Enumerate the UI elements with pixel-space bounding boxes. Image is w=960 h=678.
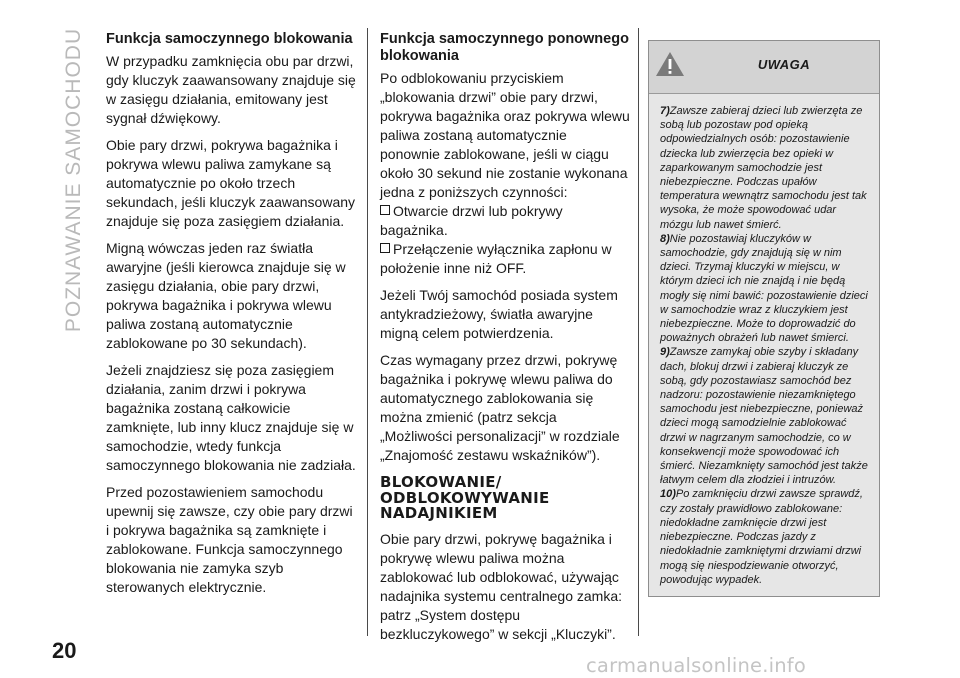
- paragraph: Jeżeli Twój samochód posiada system antykradzieżowy, światła awaryjne migną celem potwierdzenia.: [380, 287, 618, 341]
- warning-item-text: Po zamknięciu drzwi zawsze sprawdź, czy zostały prawidłowo zablokowane: niedokładne zamknięcie drzwi jest niebezpieczne. Podczas jazdy z niedokładnie zamkniętymi drzwiami drzwi mogą się niespodziewanie otworzyć, powodując wypadek.: [660, 488, 863, 586]
- warning-box: [648, 40, 880, 597]
- auto-lock-heading: Funkcja samoczynnego blokowania: [106, 31, 353, 47]
- auto-relock-heading: Funkcja samoczynnego ponownego blokowania: [380, 31, 629, 64]
- page-number: 20: [52, 638, 77, 663]
- column-left: [106, 31, 356, 605]
- checkbox-bullet-icon: [380, 243, 390, 253]
- warning-triangle-icon: [655, 51, 685, 77]
- warning-item-number: 7): [660, 105, 670, 117]
- warning-item-text: Zawsze zamykaj obie szyby i składany dach, blokuj drzwi i zabieraj kluczyk ze sobą, gdy pozostawiasz samochód bez nadzoru: pozostawienie niezamkniętego samochodu jest niebezpieczne, ponieważ dzieci mogą samodzielnie zablokować drzwi w nagrzanym samochodzie, co w konsekwencji może spowodować ich śmierć. Niezamknięty samochód jest także łatwym celem dla złodziei i intruzów.: [660, 346, 868, 487]
- column-divider: [367, 28, 368, 636]
- warning-title: UWAGA: [757, 57, 811, 72]
- list-item: [380, 202, 630, 240]
- column-divider: [638, 28, 639, 636]
- warning-item: [660, 487, 871, 586]
- heading-line: ODBLOKOWYWANIE: [380, 488, 550, 507]
- paragraph: W przypadku zamknięcia obu par drzwi, gdy kluczyk zaawansowany znajduje się w zasięgu działania, emitowany jest sygnał dźwiękowy.: [106, 53, 356, 126]
- checkbox-bullet-icon: [380, 205, 390, 215]
- warning-item: [660, 232, 871, 346]
- warning-item: [660, 345, 871, 487]
- warning-item-text: Zawsze zabieraj dzieci lub zwierzęta ze sobą lub pozostaw pod opieką odpowiedzialnych osób: pozostawienie dziecka lub zwierzęcia bez opieki w zaparkowanym samochodzie jest niebezpieczne. Podczas upałów temperatura wewnątrz samochodu jest tak wysoka, że może spowodować udar mózgu lub nawet śmierć.: [660, 105, 867, 231]
- heading-line: NADAJNIKIEM: [380, 504, 498, 522]
- paragraph: Jeżeli znajdziesz się poza zasięgiem działania, zanim drzwi i pokrywa bagażnika zostaną całkowicie zamknięte, lub inny klucz znajduje się w samochodzie, wtedy funkcja samoczynnego blokowania nie zadziała.: [106, 362, 356, 473]
- warning-item-number: 9): [660, 346, 670, 359]
- heading-line: BLOKOWANIE/: [380, 473, 502, 491]
- intro-paragraph: Po odblokowaniu przyciskiem „blokowania drzwi” obie pary drzwi, pokrywa bagażnika oraz pokrywa wlewu paliwa zostaną automatycznie ponownie zablokowane, jeśli w ciągu około 30 sekund nie zostanie wykonana jedna z poniższych czynności:: [380, 70, 630, 200]
- warning-item: [660, 104, 871, 232]
- paragraph: Migną wówczas jeden raz światła awaryjne (jeśli kierowca znajduje się w zasięgu działania, obie pary drzwi, pokrywa bagażnika i pokrywa wlewu paliwa zostaną automatycznie zablokowane po 30 sekundach).: [106, 240, 346, 351]
- chapter-side-title: [54, 20, 94, 340]
- warning-item-text: Nie pozostawiaj kluczyków w samochodzie, gdy znajdują się w nim dzieci. Trzymaj kluczyki w miejscu, w którym dzieci ich nie znajdą i nie będą mogły się nimi bawić: pozostawienie dzieci w samochodzie wraz z kluczykiem jest niebezpieczne. Może to doprowadzić do poważnych obrażeń lub nawet śmierci.: [660, 232, 868, 345]
- list-item: [380, 240, 630, 278]
- paragraph: Przed pozostawieniem samochodu upewnij się zawsze, czy obie pary drzwi i pokrywa bagażnika są zamknięte i zablokowane. Funkcja samoczynnego blokowania nie zamyka szyb sterowanych elektrycznie.: [106, 484, 353, 595]
- warning-item-number: 8): [660, 232, 670, 245]
- warning-header: [649, 41, 879, 94]
- list-item-text: Otwarcie drzwi lub pokrywy bagażnika.: [380, 203, 563, 238]
- list-item-text: Przełączenie wyłącznika zapłonu w położenie inne niż OFF.: [380, 241, 612, 276]
- paragraph: Czas wymagany przez drzwi, pokrywę bagażnika i pokrywę wlewu paliwa do automatycznego zablokowania się można zmienić (patrz sekcja „Możliwości personalizacji” w rozdziale „Znajomość zestawu wskaźników”).: [380, 352, 620, 463]
- watermark: carmanualsonline.info: [586, 654, 806, 677]
- paragraph: Obie pary drzwi, pokrywę bagażnika i pokrywę wlewu paliwa można zablokować lub odblokować, używając nadajnika systemu centralnego zamka: patrz „System dostępu bezkluczykowego” w sekcji „Kluczyki”.: [380, 530, 623, 642]
- warning-body: [649, 94, 879, 587]
- column-middle: [380, 31, 630, 652]
- paragraph: Obie pary drzwi, pokrywa bagażnika i pokrywa wlewu paliwa zamykane są automatycznie po około trzech sekundach, jeśli kluczyk zaawansowany znajduje się poza zasięgiem działania.: [106, 137, 356, 229]
- transmitter-section-heading: [380, 475, 630, 522]
- warning-item-number: 10): [660, 488, 676, 501]
- chapter-title-text: POZNAWANIE SAMOCHODU: [62, 27, 86, 333]
